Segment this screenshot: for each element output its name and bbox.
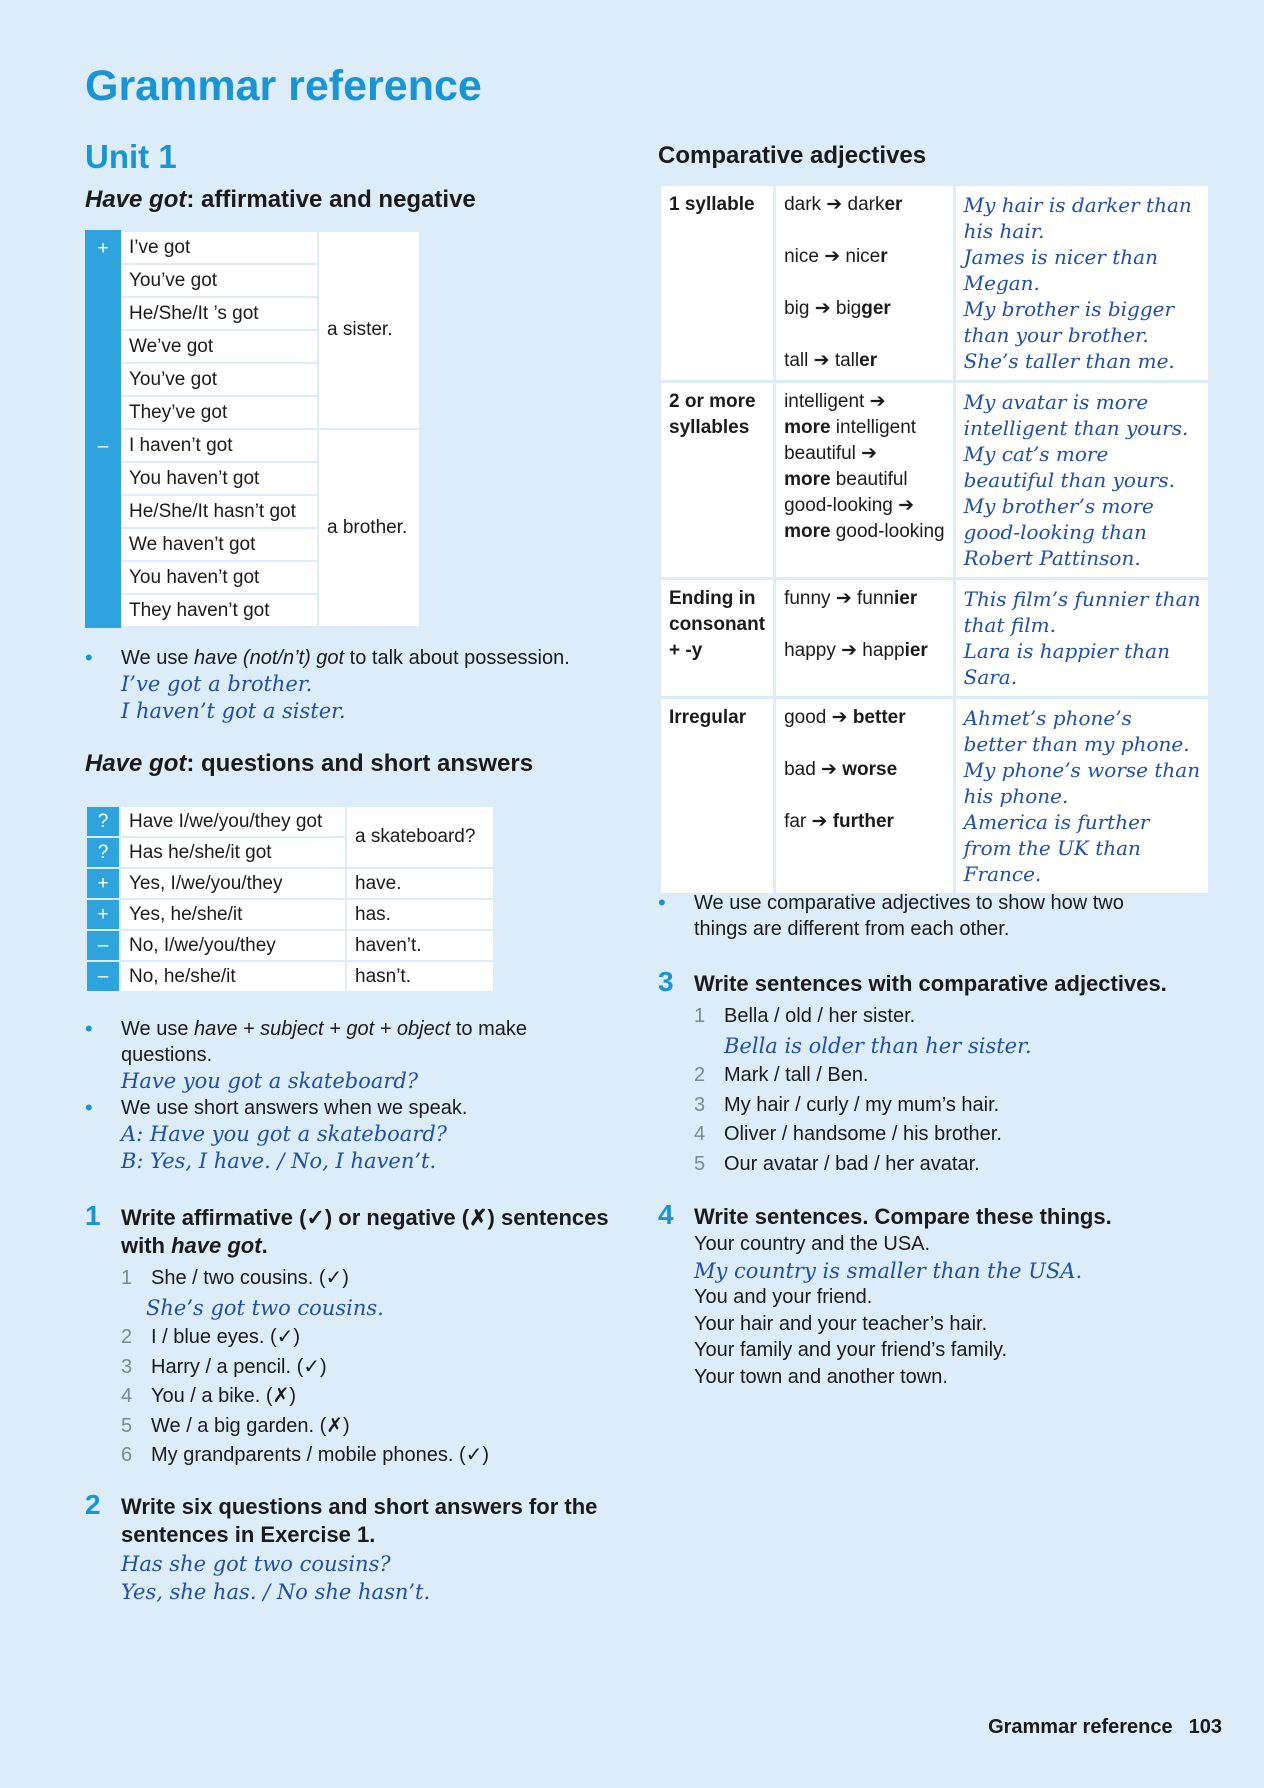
table-cell: They’ve got — [120, 396, 318, 429]
table-cell: You’ve got — [120, 264, 318, 297]
exercise-title: Write affirmative (✓) or negative (✗) sentences with have got. — [121, 1205, 609, 1258]
table-cell: haven’t. — [346, 930, 494, 961]
list-item: Your family and your friend’s family. — [694, 1339, 1008, 1361]
list-item: A: Have you got a skateboard? — [121, 1122, 448, 1146]
comparative-heading: Comparative adjectives — [658, 142, 927, 169]
exercise-2 — [85, 1489, 625, 1606]
questions-table — [85, 805, 495, 993]
exercise-number: 1 — [85, 1200, 101, 1231]
plus-symbol: + — [86, 868, 120, 899]
table-cell: Yes, I/we/you/they — [120, 868, 346, 899]
list-item: 2 Mark / tall / Ben. — [694, 1064, 869, 1086]
list-item: 1 Bella / old / her sister. — [694, 1005, 916, 1027]
minus-symbol: – — [86, 961, 120, 992]
list-item: 3 My hair / curly / my mum’s hair. — [694, 1093, 1000, 1116]
footer-label: Grammar reference — [988, 1716, 1173, 1738]
list-item: B: Yes, I have. / No, I haven’t. — [121, 1149, 437, 1173]
questions-note — [85, 1016, 625, 1175]
list-item: • We use comparative adjectives to show how two — [658, 890, 1193, 916]
list-item: things are different from each other. — [694, 918, 1010, 940]
table-cell: No, I/we/you/they — [120, 930, 346, 961]
examples-cell: Ahmet’s phone’s better than my phone. My phone’s worse than his phone. America is further from the UK than France. — [954, 698, 1210, 895]
have-got-table — [85, 230, 421, 628]
list-item: I haven’t got a sister. — [121, 699, 346, 723]
table-row — [660, 382, 1210, 579]
table-row — [660, 698, 1210, 895]
forms-cell: intelligent ➔ more intelligent beautiful ➔ more beautiful good-looking ➔ more good-looking — [775, 382, 955, 579]
table-cell: Have I/we/you/they got — [120, 806, 346, 837]
category-cell: 1 syllable — [660, 185, 775, 382]
exercise-items — [694, 1002, 1193, 1179]
list-item: 5 We / a big garden. (✗) — [121, 1414, 350, 1437]
possession-note — [85, 645, 625, 725]
have-got-questions-heading: Have got: questions and short answers — [85, 750, 534, 777]
table-cell: They haven’t got — [120, 594, 318, 627]
table-cell: Has he/she/it got — [120, 837, 346, 868]
forms-cell: funny ➔ funnier happy ➔ happier — [775, 579, 955, 698]
table-row — [660, 579, 1210, 698]
table-cell: have. — [346, 868, 494, 899]
list-item: • We use short answers when we speak. — [85, 1095, 625, 1121]
list-item: 3 Harry / a pencil. (✓) — [121, 1355, 327, 1378]
table-cell: We haven’t got — [120, 528, 318, 561]
table-cell: a brother. — [318, 429, 420, 627]
comparative-table — [658, 183, 1211, 896]
table-cell: He/She/It ’s got — [120, 297, 318, 330]
table-cell: I haven’t got — [120, 429, 318, 462]
forms-cell: dark ➔ darker nice ➔ nicer big ➔ bigger tall ➔ taller — [775, 185, 955, 382]
page-number: 103 — [1188, 1716, 1222, 1738]
example-answer: Bella is older than her sister. — [724, 1033, 1032, 1058]
list-item: • We use have + subject + got + object to make — [85, 1016, 625, 1042]
exercise-3 — [658, 966, 1193, 1179]
exercise-4 — [658, 1199, 1193, 1390]
exercise-1 — [85, 1200, 625, 1471]
exercise-prompts — [694, 1231, 1193, 1390]
list-item: 2 I / blue eyes. (✓) — [121, 1326, 301, 1348]
examples-cell: My avatar is more intelligent than yours. My cat’s more beautiful than yours. My brother’s more good-looking than Robert Pattinson. — [954, 382, 1210, 579]
list-item: Your hair and your teacher’s hair. — [694, 1312, 988, 1335]
table-row — [660, 185, 1210, 382]
examples-cell: My hair is darker than his hair. James is nicer than Megan. My brother is bigger than your brother. She’s taller than me. — [954, 185, 1210, 382]
list-item: 4 Oliver / handsome / his brother. — [694, 1123, 1002, 1145]
minus-symbol: – — [86, 429, 120, 627]
table-cell: a sister. — [318, 231, 420, 429]
minus-symbol: – — [86, 930, 120, 961]
list-item: 6 My grandparents / mobile phones. (✓) — [121, 1444, 490, 1466]
examples-cell: This film’s funnier than that film. Lara is happier than Sara. — [954, 579, 1210, 698]
page-title: Grammar reference — [85, 62, 482, 110]
table-cell: hasn’t. — [346, 961, 494, 992]
forms-cell: good ➔ better bad ➔ worse far ➔ further — [775, 698, 955, 895]
list-item: Your country and the USA. — [694, 1233, 931, 1255]
table-cell: You’ve got — [120, 363, 318, 396]
list-item: I’ve got a brother. — [121, 672, 313, 696]
category-cell: Irregular — [660, 698, 775, 895]
table-cell: Yes, he/she/it — [120, 899, 346, 930]
table-cell: I’ve got — [120, 231, 318, 264]
unit-heading: Unit 1 — [85, 138, 177, 175]
list-item: questions. — [121, 1044, 213, 1066]
example-answer: My country is smaller than the USA. — [694, 1258, 1083, 1283]
table-cell: He/She/It hasn’t got — [120, 495, 318, 528]
exercise-number: 4 — [658, 1199, 674, 1230]
comparative-note — [658, 890, 1193, 942]
list-item: • We use have (not/n’t) got to talk about possession. — [85, 645, 625, 671]
table-cell: You haven’t got — [120, 462, 318, 495]
example-answer: She’s got two cousins. — [146, 1295, 384, 1320]
table-cell: a skateboard? — [346, 806, 494, 868]
question-symbol: ? — [86, 806, 120, 837]
list-item: Your town and another town. — [694, 1365, 948, 1388]
table-cell: No, he/she/it — [120, 961, 346, 992]
list-item: You and your friend. — [694, 1286, 873, 1308]
table-cell: We’ve got — [120, 330, 318, 363]
plus-symbol: + — [86, 231, 120, 429]
exercise-title: Write sentences. Compare these things. — [694, 1204, 1112, 1229]
list-item: 1 She / two cousins. (✓) — [121, 1267, 349, 1289]
have-got-affirmative-heading: Have got: affirmative and negative — [85, 186, 476, 213]
page-footer — [988, 1716, 1222, 1739]
example-answer: Has she got two cousins? Yes, she has. / No she hasn’t. — [121, 1552, 431, 1604]
exercise-title: Write six questions and short answers for the sentences in Exercise 1. — [121, 1494, 598, 1547]
list-item: 5 Our avatar / bad / her avatar. — [694, 1152, 980, 1175]
plus-symbol: + — [86, 899, 120, 930]
exercise-number: 2 — [85, 1489, 101, 1520]
exercise-title: Write sentences with comparative adjectives. — [694, 971, 1167, 996]
list-item: Have you got a skateboard? — [121, 1069, 419, 1093]
exercise-items — [121, 1264, 625, 1471]
table-cell: has. — [346, 899, 494, 930]
category-cell: Ending in consonant + -y — [660, 579, 775, 698]
exercise-number: 3 — [658, 966, 674, 997]
table-cell: You haven’t got — [120, 561, 318, 594]
category-cell: 2 or more syllables — [660, 382, 775, 579]
list-item: 4 You / a bike. (✗) — [121, 1385, 296, 1407]
question-symbol: ? — [86, 837, 120, 868]
